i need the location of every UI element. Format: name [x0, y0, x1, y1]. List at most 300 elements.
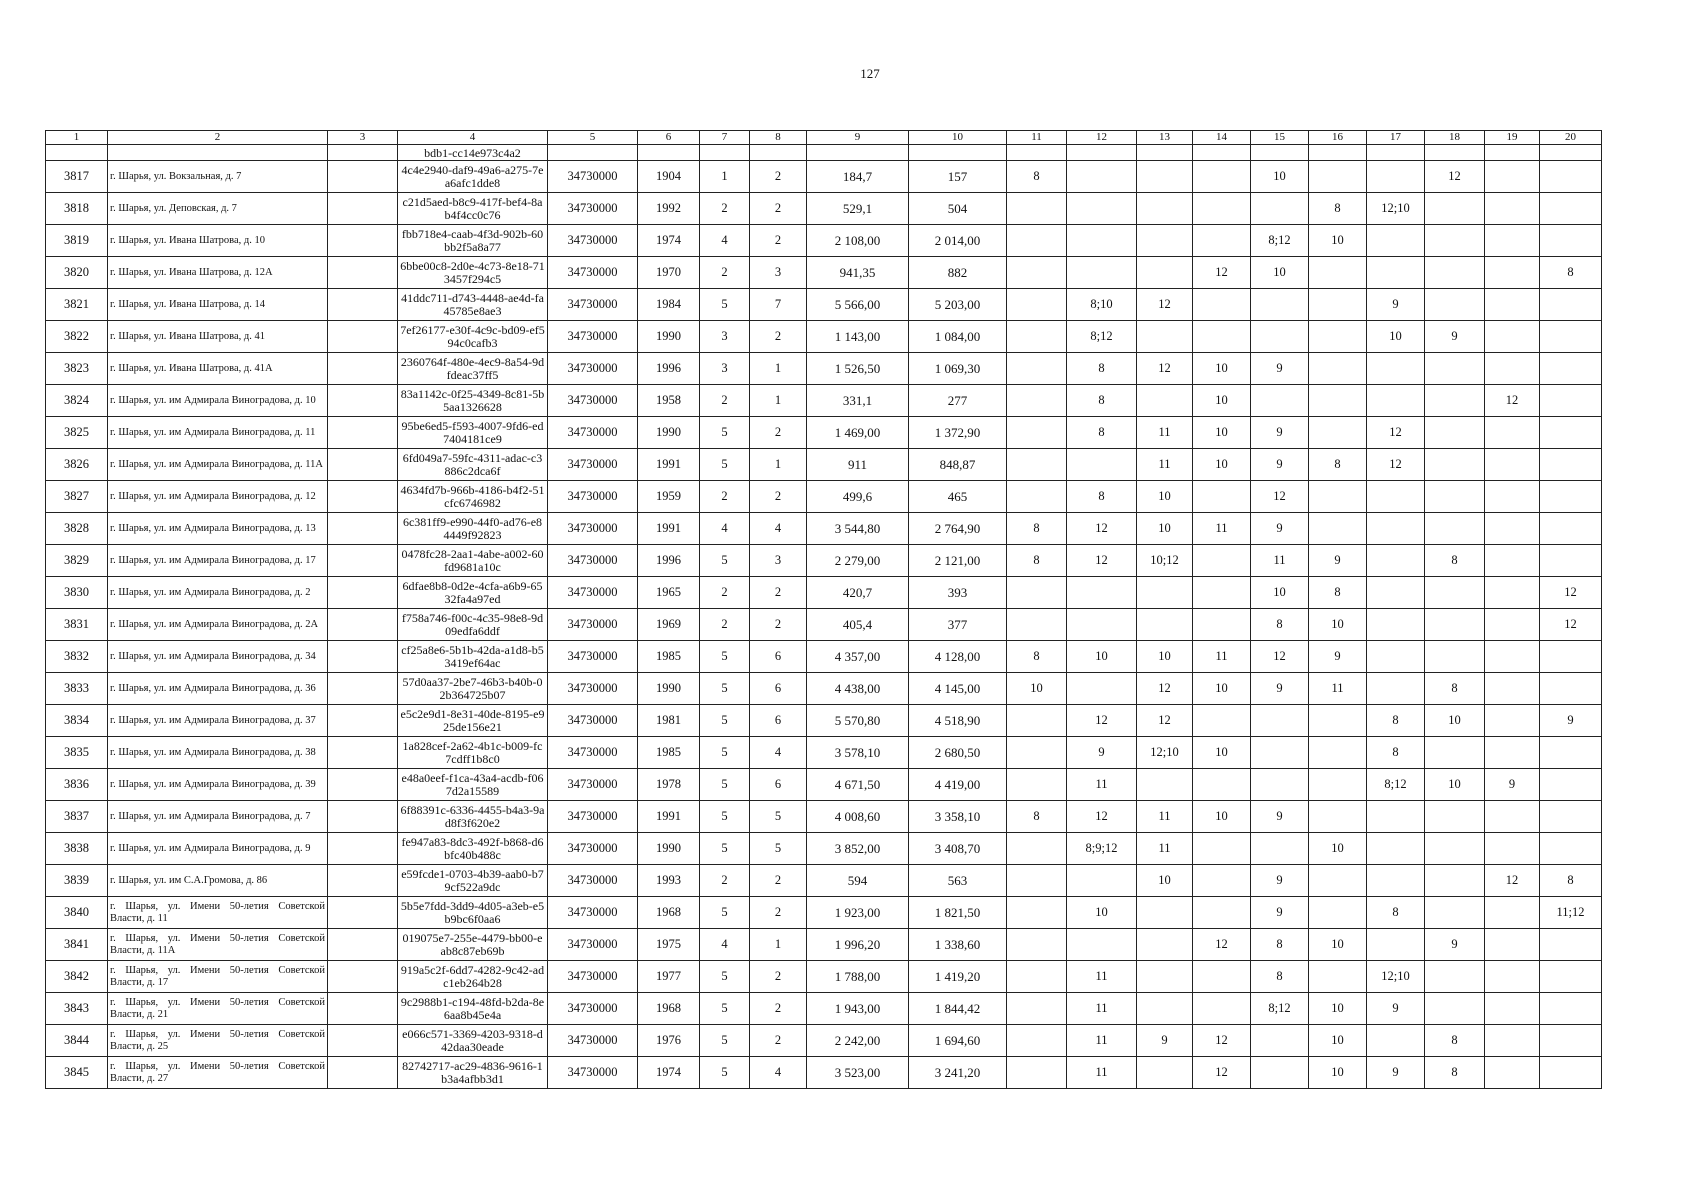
guid-cell: fe947a83-8dc3-492f-b868-d6bfc40b488c: [398, 833, 548, 865]
c13-cell: 9: [1137, 1025, 1193, 1057]
floors-cell: 4: [700, 513, 750, 545]
c15-cell: [1251, 1025, 1309, 1057]
okato-code-cell: 34730000: [548, 641, 638, 673]
cell: [807, 145, 909, 161]
record-number-cell: 3823: [46, 353, 108, 385]
c16-cell: 11: [1309, 673, 1367, 705]
column-number-header: [46, 131, 1602, 145]
c15-cell: 9: [1251, 417, 1309, 449]
record-number-cell: 3833: [46, 673, 108, 705]
c16-cell: [1309, 481, 1367, 513]
c16-cell: 9: [1309, 545, 1367, 577]
c12-cell: 8;12: [1067, 321, 1137, 353]
entrances-cell: 3: [750, 545, 807, 577]
build-year-cell: 1965: [638, 577, 700, 609]
okato-code-cell: 34730000: [548, 225, 638, 257]
floors-cell: 5: [700, 737, 750, 769]
guid-cell: 82742717-ac29-4836-9616-1b3a4afbb3d1: [398, 1057, 548, 1089]
guid-cell: 6dfae8b8-0d2e-4cfa-a6b9-6532fa4a97ed: [398, 577, 548, 609]
record-number-cell: 3824: [46, 385, 108, 417]
c15-cell: 9: [1251, 801, 1309, 833]
total-area-cell: 331,1: [807, 385, 909, 417]
c19-cell: [1485, 193, 1540, 225]
floors-cell: 5: [700, 289, 750, 321]
column-header-6: 6: [638, 131, 700, 145]
living-area-cell: 2 680,50: [909, 737, 1007, 769]
c18-cell: [1425, 993, 1485, 1025]
okato-code-cell: 34730000: [548, 385, 638, 417]
c18-cell: [1425, 289, 1485, 321]
record-number-cell: 3834: [46, 705, 108, 737]
floors-cell: 5: [700, 449, 750, 481]
entrances-cell: 1: [750, 449, 807, 481]
build-year-cell: 1959: [638, 481, 700, 513]
living-area-cell: 504: [909, 193, 1007, 225]
address-cell: г. Шарья, ул. Ивана Шатрова, д. 10: [108, 225, 328, 257]
c17-cell: [1367, 385, 1425, 417]
record-number-cell: 3837: [46, 801, 108, 833]
c11-cell: [1007, 897, 1067, 929]
c20-cell: 8: [1540, 865, 1602, 897]
table-row: [46, 161, 1602, 193]
okato-code-cell: 34730000: [548, 449, 638, 481]
c18-cell: 8: [1425, 1057, 1485, 1089]
living-area-cell: 1 694,60: [909, 1025, 1007, 1057]
column-header-7: 7: [700, 131, 750, 145]
c16-cell: 8: [1309, 577, 1367, 609]
c16-cell: 8: [1309, 193, 1367, 225]
c17-cell: [1367, 673, 1425, 705]
record-number-cell: 3818: [46, 193, 108, 225]
guid-cell: e59fcde1-0703-4b39-aab0-b79cf522a9dc: [398, 865, 548, 897]
column-header-10: 10: [909, 131, 1007, 145]
c13-cell: 11: [1137, 449, 1193, 481]
address-cell: г. Шарья, ул. им Адмирала Виноградова, д. 13: [108, 513, 328, 545]
c19-cell: [1485, 481, 1540, 513]
c20-cell: 12: [1540, 609, 1602, 641]
c14-cell: [1193, 769, 1251, 801]
column-3-cell: [328, 289, 398, 321]
c18-cell: 9: [1425, 321, 1485, 353]
column-header-12: 12: [1067, 131, 1137, 145]
c11-cell: 8: [1007, 801, 1067, 833]
guid-cell: 4634fd7b-966b-4186-b4f2-51cfc6746982: [398, 481, 548, 513]
c13-cell: 12: [1137, 289, 1193, 321]
total-area-cell: 5 570,80: [807, 705, 909, 737]
table-row: [46, 961, 1602, 993]
c12-cell: [1067, 161, 1137, 193]
c13-cell: 12: [1137, 705, 1193, 737]
cell: [46, 145, 108, 161]
c11-cell: [1007, 353, 1067, 385]
floors-cell: 4: [700, 225, 750, 257]
c15-cell: 8: [1251, 929, 1309, 961]
table-row: [46, 321, 1602, 353]
c17-cell: 9: [1367, 993, 1425, 1025]
column-3-cell: [328, 641, 398, 673]
entrances-cell: 1: [750, 385, 807, 417]
floors-cell: 2: [700, 385, 750, 417]
c12-cell: 12: [1067, 705, 1137, 737]
address-cell: г. Шарья, ул. им С.А.Громова, д. 86: [108, 865, 328, 897]
c17-cell: [1367, 545, 1425, 577]
c15-cell: [1251, 193, 1309, 225]
build-year-cell: 1990: [638, 321, 700, 353]
total-area-cell: 1 788,00: [807, 961, 909, 993]
entrances-cell: 2: [750, 321, 807, 353]
c19-cell: [1485, 289, 1540, 321]
c16-cell: [1309, 257, 1367, 289]
column-header-14: 14: [1193, 131, 1251, 145]
c12-cell: 11: [1067, 769, 1137, 801]
c16-cell: [1309, 513, 1367, 545]
c15-cell: 8: [1251, 961, 1309, 993]
table-row: [46, 929, 1602, 961]
guid-cell: 95be6ed5-f593-4007-9fd6-ed7404181ce9: [398, 417, 548, 449]
c18-cell: 10: [1425, 705, 1485, 737]
column-3-cell: [328, 257, 398, 289]
floors-cell: 2: [700, 481, 750, 513]
c17-cell: [1367, 801, 1425, 833]
address-cell: г. Шарья, ул. Имени 50-летия Советской Власти, д. 27: [108, 1057, 328, 1089]
c19-cell: [1485, 929, 1540, 961]
okato-code-cell: 34730000: [548, 353, 638, 385]
c15-cell: 8;12: [1251, 993, 1309, 1025]
floors-cell: 5: [700, 801, 750, 833]
living-area-cell: 1 372,90: [909, 417, 1007, 449]
living-area-cell: 377: [909, 609, 1007, 641]
record-number-cell: 3843: [46, 993, 108, 1025]
build-year-cell: 1976: [638, 1025, 700, 1057]
okato-code-cell: 34730000: [548, 865, 638, 897]
c20-cell: [1540, 1025, 1602, 1057]
c19-cell: 12: [1485, 385, 1540, 417]
cell: [909, 145, 1007, 161]
c11-cell: [1007, 737, 1067, 769]
floors-cell: 5: [700, 993, 750, 1025]
build-year-cell: 1970: [638, 257, 700, 289]
okato-code-cell: 34730000: [548, 993, 638, 1025]
floors-cell: 5: [700, 673, 750, 705]
c13-cell: [1137, 993, 1193, 1025]
c18-cell: [1425, 641, 1485, 673]
entrances-cell: 6: [750, 673, 807, 705]
build-year-cell: 1977: [638, 961, 700, 993]
c19-cell: [1485, 641, 1540, 673]
okato-code-cell: 34730000: [548, 929, 638, 961]
record-number-cell: 3826: [46, 449, 108, 481]
table-row: [46, 673, 1602, 705]
c14-cell: 12: [1193, 257, 1251, 289]
c13-cell: [1137, 897, 1193, 929]
c11-cell: [1007, 385, 1067, 417]
column-3-cell: [328, 865, 398, 897]
guid-cell: cf25a8e6-5b1b-42da-a1d8-b53419ef64ac: [398, 641, 548, 673]
guid-cell: 6bbe00c8-2d0e-4c73-8e18-713457f294c5: [398, 257, 548, 289]
column-3-cell: [328, 609, 398, 641]
c13-cell: 11: [1137, 801, 1193, 833]
c15-cell: [1251, 705, 1309, 737]
c20-cell: [1540, 929, 1602, 961]
c12-cell: [1067, 257, 1137, 289]
entrances-cell: 4: [750, 1057, 807, 1089]
c14-cell: 11: [1193, 641, 1251, 673]
c11-cell: 8: [1007, 513, 1067, 545]
entrances-cell: 5: [750, 833, 807, 865]
column-3-cell: [328, 1025, 398, 1057]
c18-cell: [1425, 353, 1485, 385]
living-area-cell: 4 128,00: [909, 641, 1007, 673]
guid-cell: 7ef26177-e30f-4c9c-bd09-ef594c0cafb3: [398, 321, 548, 353]
c19-cell: 9: [1485, 769, 1540, 801]
c16-cell: [1309, 897, 1367, 929]
entrances-cell: 2: [750, 1025, 807, 1057]
record-number-cell: 3817: [46, 161, 108, 193]
c12-cell: 10: [1067, 897, 1137, 929]
floors-cell: 5: [700, 961, 750, 993]
c14-cell: [1193, 545, 1251, 577]
c11-cell: [1007, 1025, 1067, 1057]
c15-cell: 9: [1251, 353, 1309, 385]
c18-cell: [1425, 417, 1485, 449]
record-number-cell: 3844: [46, 1025, 108, 1057]
total-area-cell: 4 671,50: [807, 769, 909, 801]
c16-cell: [1309, 961, 1367, 993]
c11-cell: [1007, 1057, 1067, 1089]
table-row: [46, 289, 1602, 321]
guid-cell: e5c2e9d1-8e31-40de-8195-e925de156e21: [398, 705, 548, 737]
living-area-cell: 4 518,90: [909, 705, 1007, 737]
address-cell: г. Шарья, ул. Имени 50-летия Советской Власти, д. 11: [108, 897, 328, 929]
entrances-cell: 6: [750, 641, 807, 673]
floors-cell: 5: [700, 641, 750, 673]
column-3-cell: [328, 449, 398, 481]
entrances-cell: 2: [750, 993, 807, 1025]
build-year-cell: 1975: [638, 929, 700, 961]
c18-cell: [1425, 513, 1485, 545]
c17-cell: [1367, 225, 1425, 257]
cell: [548, 145, 638, 161]
cell: [1540, 145, 1602, 161]
c17-cell: [1367, 609, 1425, 641]
c20-cell: [1540, 353, 1602, 385]
floors-cell: 2: [700, 577, 750, 609]
c15-cell: [1251, 385, 1309, 417]
c13-cell: [1137, 577, 1193, 609]
guid-cell: 83a1142c-0f25-4349-8c81-5b5aa1326628: [398, 385, 548, 417]
total-area-cell: 529,1: [807, 193, 909, 225]
total-area-cell: 4 438,00: [807, 673, 909, 705]
column-3-cell: [328, 801, 398, 833]
okato-code-cell: 34730000: [548, 801, 638, 833]
living-area-cell: 465: [909, 481, 1007, 513]
c18-cell: [1425, 385, 1485, 417]
cell: [1485, 145, 1540, 161]
c20-cell: [1540, 449, 1602, 481]
cell: [1251, 145, 1309, 161]
record-number-cell: 3830: [46, 577, 108, 609]
cell: [328, 145, 398, 161]
c12-cell: [1067, 673, 1137, 705]
c11-cell: 10: [1007, 673, 1067, 705]
c17-cell: [1367, 577, 1425, 609]
c16-cell: [1309, 801, 1367, 833]
c12-cell: [1067, 929, 1137, 961]
okato-code-cell: 34730000: [548, 1057, 638, 1089]
c16-cell: 10: [1309, 993, 1367, 1025]
c20-cell: 8: [1540, 257, 1602, 289]
c12-cell: 11: [1067, 993, 1137, 1025]
c12-cell: 12: [1067, 801, 1137, 833]
continuation-guid: bdb1-cc14e973c4a2: [398, 145, 548, 161]
floors-cell: 2: [700, 865, 750, 897]
living-area-cell: 1 419,20: [909, 961, 1007, 993]
floors-cell: 5: [700, 1057, 750, 1089]
cell: [1067, 145, 1137, 161]
c19-cell: [1485, 449, 1540, 481]
guid-cell: 5b5e7fdd-3dd9-4d05-a3eb-e5b9bc6f0aa6: [398, 897, 548, 929]
c18-cell: [1425, 801, 1485, 833]
okato-code-cell: 34730000: [548, 513, 638, 545]
c17-cell: 8: [1367, 705, 1425, 737]
c16-cell: [1309, 865, 1367, 897]
c13-cell: 12;10: [1137, 737, 1193, 769]
c12-cell: 9: [1067, 737, 1137, 769]
address-cell: г. Шарья, ул. Имени 50-летия Советской Власти, д. 17: [108, 961, 328, 993]
c20-cell: 9: [1540, 705, 1602, 737]
c20-cell: [1540, 993, 1602, 1025]
column-3-cell: [328, 673, 398, 705]
c13-cell: 10;12: [1137, 545, 1193, 577]
c20-cell: [1540, 641, 1602, 673]
c11-cell: [1007, 321, 1067, 353]
build-year-cell: 1990: [638, 833, 700, 865]
housing-registry-table: [45, 130, 1602, 1089]
total-area-cell: 941,35: [807, 257, 909, 289]
column-3-cell: [328, 545, 398, 577]
table-row: [46, 193, 1602, 225]
entrances-cell: 2: [750, 577, 807, 609]
c13-cell: [1137, 961, 1193, 993]
cell: [1367, 145, 1425, 161]
okato-code-cell: 34730000: [548, 481, 638, 513]
c11-cell: [1007, 833, 1067, 865]
address-cell: г. Шарья, ул. им Адмирала Виноградова, д. 12: [108, 481, 328, 513]
cell: [1007, 145, 1067, 161]
guid-cell: f758a746-f00c-4c35-98e8-9d09edfa6ddf: [398, 609, 548, 641]
build-year-cell: 1993: [638, 865, 700, 897]
record-number-cell: 3845: [46, 1057, 108, 1089]
okato-code-cell: 34730000: [548, 289, 638, 321]
guid-cell: 0478fc28-2aa1-4abe-a002-60fd9681a10c: [398, 545, 548, 577]
record-number-cell: 3836: [46, 769, 108, 801]
address-cell: г. Шарья, ул. Имени 50-летия Советской Власти, д. 11А: [108, 929, 328, 961]
entrances-cell: 2: [750, 193, 807, 225]
c15-cell: [1251, 833, 1309, 865]
living-area-cell: 1 821,50: [909, 897, 1007, 929]
c14-cell: [1193, 609, 1251, 641]
total-area-cell: 1 923,00: [807, 897, 909, 929]
address-cell: г. Шарья, ул. им Адмирала Виноградова, д. 39: [108, 769, 328, 801]
record-number-cell: 3832: [46, 641, 108, 673]
c11-cell: [1007, 577, 1067, 609]
total-area-cell: 911: [807, 449, 909, 481]
table-row: [46, 609, 1602, 641]
c20-cell: [1540, 481, 1602, 513]
c15-cell: [1251, 1057, 1309, 1089]
entrances-cell: 2: [750, 481, 807, 513]
floors-cell: 3: [700, 321, 750, 353]
c13-cell: [1137, 385, 1193, 417]
c13-cell: [1137, 257, 1193, 289]
living-area-cell: 393: [909, 577, 1007, 609]
column-3-cell: [328, 193, 398, 225]
total-area-cell: 184,7: [807, 161, 909, 193]
guid-cell: c21d5aed-b8c9-417f-bef4-8ab4f4cc0c76: [398, 193, 548, 225]
c16-cell: [1309, 353, 1367, 385]
okato-code-cell: 34730000: [548, 609, 638, 641]
build-year-cell: 1974: [638, 1057, 700, 1089]
total-area-cell: 1 469,00: [807, 417, 909, 449]
c15-cell: 8;12: [1251, 225, 1309, 257]
c19-cell: [1485, 705, 1540, 737]
c17-cell: [1367, 481, 1425, 513]
record-number-cell: 3820: [46, 257, 108, 289]
c16-cell: 9: [1309, 641, 1367, 673]
c15-cell: 10: [1251, 161, 1309, 193]
table-row: [46, 897, 1602, 929]
build-year-cell: 1969: [638, 609, 700, 641]
c15-cell: 12: [1251, 641, 1309, 673]
living-area-cell: 4 145,00: [909, 673, 1007, 705]
c18-cell: [1425, 193, 1485, 225]
c13-cell: 11: [1137, 417, 1193, 449]
column-header-16: 16: [1309, 131, 1367, 145]
guid-cell: 2360764f-480e-4ec9-8a54-9dfdeac37ff5: [398, 353, 548, 385]
c12-cell: [1067, 225, 1137, 257]
c16-cell: 10: [1309, 1025, 1367, 1057]
c14-cell: 12: [1193, 1025, 1251, 1057]
table-row: [46, 449, 1602, 481]
c20-cell: [1540, 769, 1602, 801]
okato-code-cell: 34730000: [548, 545, 638, 577]
record-number-cell: 3839: [46, 865, 108, 897]
floors-cell: 4: [700, 929, 750, 961]
c17-cell: [1367, 513, 1425, 545]
living-area-cell: 1 084,00: [909, 321, 1007, 353]
c14-cell: [1193, 321, 1251, 353]
okato-code-cell: 34730000: [548, 705, 638, 737]
c13-cell: [1137, 161, 1193, 193]
guid-cell: e48a0eef-f1ca-43a4-acdb-f067d2a15589: [398, 769, 548, 801]
total-area-cell: 405,4: [807, 609, 909, 641]
c19-cell: [1485, 609, 1540, 641]
c18-cell: 8: [1425, 1025, 1485, 1057]
living-area-cell: 3 241,20: [909, 1057, 1007, 1089]
c13-cell: [1137, 769, 1193, 801]
c16-cell: [1309, 289, 1367, 321]
build-year-cell: 1991: [638, 801, 700, 833]
column-3-cell: [328, 769, 398, 801]
table-row: [46, 769, 1602, 801]
column-header-5: 5: [548, 131, 638, 145]
c17-cell: 9: [1367, 289, 1425, 321]
c18-cell: [1425, 897, 1485, 929]
column-3-cell: [328, 705, 398, 737]
cell: [750, 145, 807, 161]
c19-cell: [1485, 1025, 1540, 1057]
c18-cell: 12: [1425, 161, 1485, 193]
